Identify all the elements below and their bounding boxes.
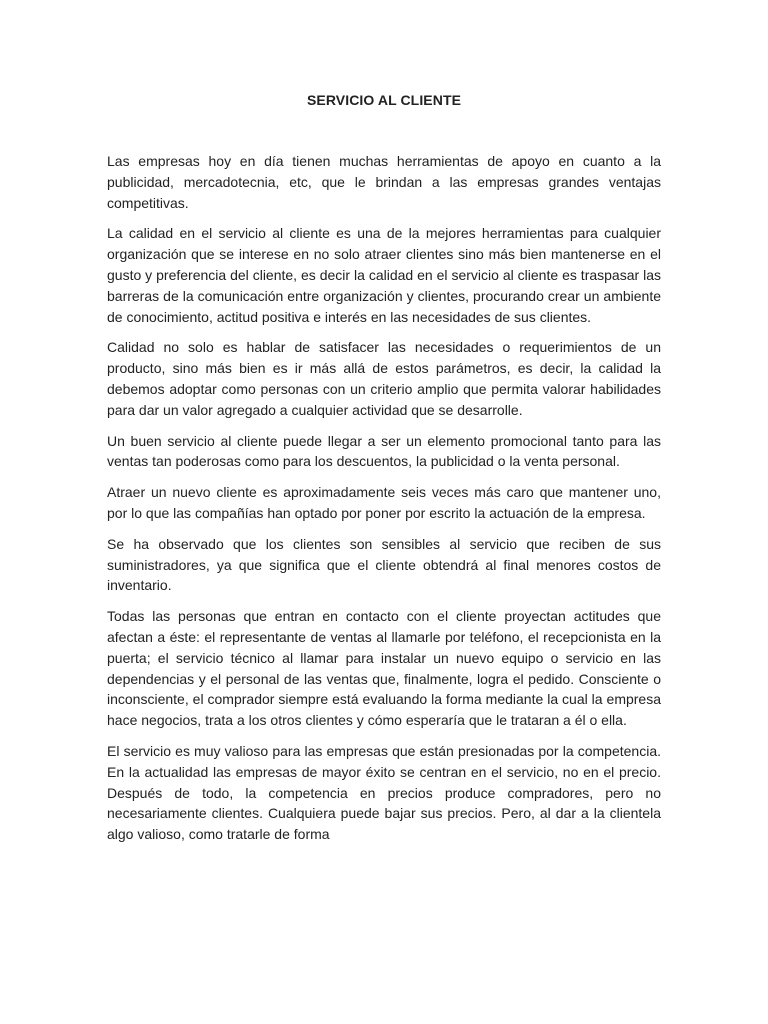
document-title: SERVICIO AL CLIENTE — [306, 92, 462, 108]
paragraph-4: Un buen servicio al cliente puede llegar a ser un elemento promocional tanto para las ventas tan poderosas como para los descuentos, la publicidad o la venta personal. — [107, 432, 661, 470]
paragraph-8: El servicio es muy valioso para las empresas que están presionadas por la competencia. En la actualidad las empresas de mayor éxito se centran en el servicio, no en el precio. Después de todo, la competencia en precios produce compradores, pero no necesariamente clientes. Cualquiera puede bajar sus precios. Pero, al dar a la clientela algo valioso, como tratarle de forma — [107, 742, 661, 843]
paragraph-6: Se ha observado que los clientes son sensibles al servicio que reciben de sus suministradores, ya que significa que el cliente obtendrá al final menores costos de inventario. — [107, 535, 661, 594]
paragraph-1: Las empresas hoy en día tienen muchas herramientas de apoyo en cuanto a la publicidad, mercadotecnia, etc, que le brindan a las empresas grandes ventajas competitivas. — [107, 153, 661, 211]
paragraph-3: Calidad no solo es hablar de satisfacer las necesidades o requerimientos de un producto, sino más bien es ir más allá de estos parámetros, es decir, la calidad la debemos adoptar como personas con un criterio amplio que permita valorar habilidades para dar un valor agregado a cualquier actividad que se desarrolle. — [107, 339, 661, 418]
paragraph-7: Todas las personas que entran en contacto con el cliente proyectan actitudes que afectan a éste: el representante de ventas al llamarle por teléfono, el recepcionista en la puerta; el servicio técnico al llamar para instalar un nuevo equipo o servicio en las dependencias y el personal de las ventas que, finalmente, logra el pedido. Consciente o inconsciente, el comprador siempre está evaluando la forma mediante la cual la empresa hace negocios, trata a los otros clientes y cómo esperaría que le trataran a él o ella. — [107, 608, 661, 729]
paragraph-2: La calidad en el servicio al cliente es una de la mejores herramientas para cualquier organización que se interese en no solo atraer clientes sino más bien mantenerse en el gusto y preferencia del cliente, es decir la calidad en el servicio al cliente es traspasar las barreras de la comunicación entre organización y clientes, procurando crear un ambiente de conocimiento, actitud positiva e interés en las necesidades de sus clientes. — [107, 225, 661, 325]
document-body — [107, 151, 661, 855]
paragraph-5: Atraer un nuevo cliente es aproximadamente seis veces más caro que mantener uno, por lo que las compañías han optado por poner por escrito la actuación de la empresa. — [107, 484, 661, 521]
